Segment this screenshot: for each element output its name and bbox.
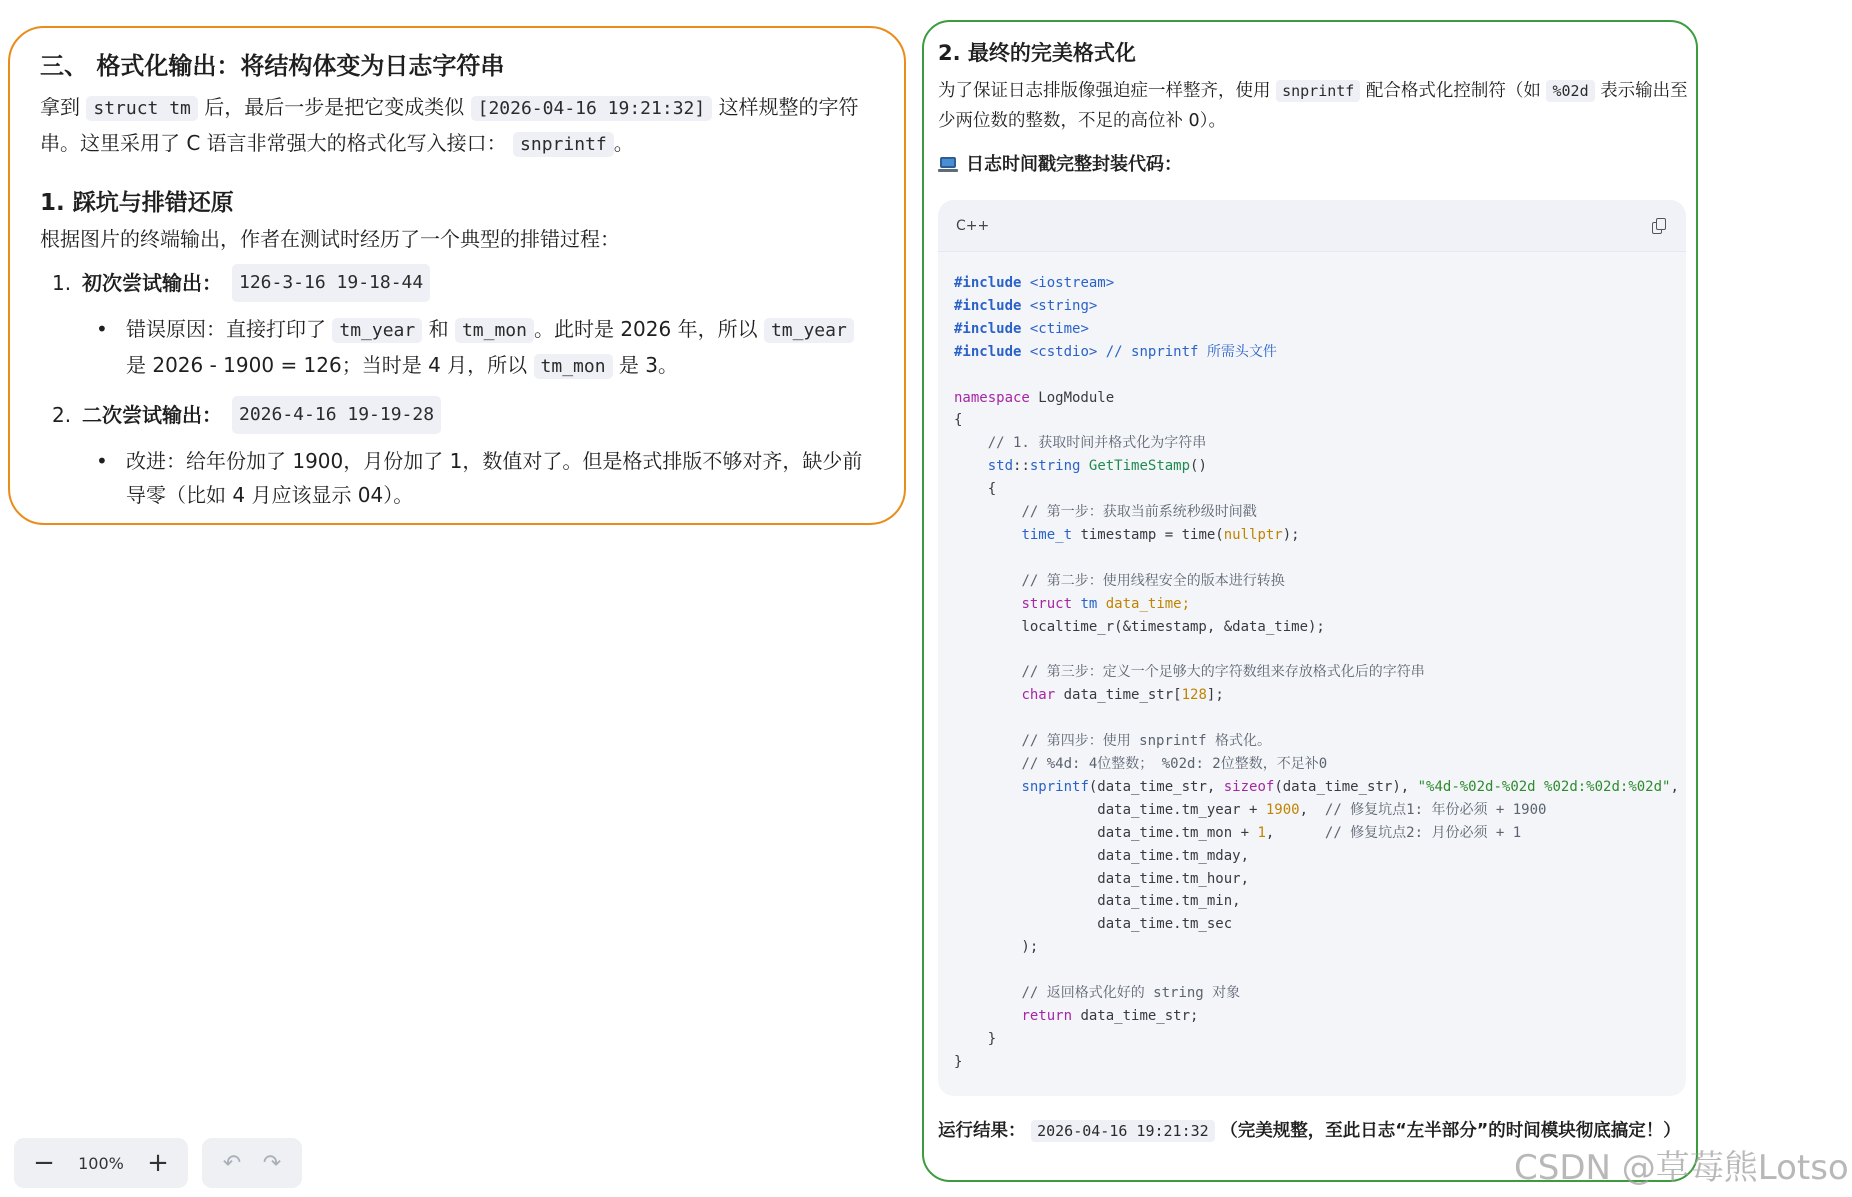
result-code: 2026-04-16 19:21:32 [1031, 1120, 1215, 1142]
steps-list [40, 264, 878, 512]
zoom-level: 100% [78, 1153, 124, 1173]
inline-code-snprintf: snprintf [1276, 80, 1360, 102]
section-heading: 2. 最终的完美格式化 [938, 41, 1136, 65]
watermark: CSDN @草莓熊Lotso [1514, 1148, 1849, 1188]
right-section-card [922, 20, 1698, 1182]
result-label: 运行结果： [938, 1121, 1026, 1141]
intro-paragraph [40, 90, 878, 162]
desc-text: 为了保证日志排版像强迫症一样整齐，使用 [938, 81, 1271, 101]
bullet-dot-icon: • [96, 317, 108, 341]
desc-text: 表示输出至少两位数的整数，不足的高位补 0）。 [938, 81, 1688, 131]
intro-text-4: 。 [613, 131, 634, 155]
bullet-item [40, 312, 878, 384]
list-item [40, 264, 878, 384]
zoom-in-button[interactable]: + [147, 1148, 169, 1178]
step-output-code: 126-3-16 19-18-44 [232, 264, 430, 302]
step-output-code: 2026-4-16 19-19-28 [232, 396, 441, 434]
code-title [938, 150, 1688, 180]
bullet-text: 是 2026 - 1900 = 126；当时是 4 月，所以 [126, 353, 528, 377]
subintro-paragraph: 根据图片的终端输出，作者在测试时经历了一个典型的排错过程： [40, 227, 620, 251]
code-content[interactable]: #include <iostream> #include <string> #include <ctime> #include <cstdio> // snprintf 所需头文件 namespace LogModule { // 1. 获取时间并格式化为字符串 std::string GetTimeStamp() { // 第一步：获取当前系统秒级时间戳 time_t timestamp = time(nullptr); // 第二步：使用线程安全的版本进行转换 struct tm data_time; localtime_r(&timestamp, &data_time); // 第三步：定义一个足够大的字符数组来存放格式化后的字符串 char data_time_str[128]; // 第四步：使用 snprintf 格式化。 // %4d: 4位整数； %02d: 2位整数，不足补0 snprintf(data_time_str, sizeof(data_time_str), "%4d-%02d-%02d %02d:%02d:%02d", data_time.tm_year + 1900, // 修复坑点1: 年份必须 + 1900 data_time.tm_mon + 1, // 修复坑点2: 月份必须 + 1 data_time.tm_mday, data_time.tm_hour, data_time.tm_min, data_time.tm_sec ); // 返回格式化好的 string 对象 return data_time_str; } } [954, 275, 1679, 1070]
intro-text-3: 这样规整的字符串。这里采用了 C 语言非常强大的格式化写入接口： [40, 95, 859, 155]
redo-icon[interactable]: ↷ [262, 1150, 282, 1176]
subheading: 1. 踩坑与排错还原 [40, 190, 234, 216]
intro-text-2: 后，最后一步是把它变成类似 [204, 95, 465, 119]
inline-code: tm_mon [455, 318, 534, 343]
step-label: 二次尝试输出： [82, 403, 222, 427]
code-block-header [938, 200, 1686, 252]
list-item [40, 396, 878, 512]
code-block [938, 200, 1686, 1096]
inline-code: tm_mon [534, 354, 613, 379]
zoom-toolbar [14, 1138, 188, 1188]
inline-code-format-spec: %02d [1546, 80, 1594, 102]
bullet-text: 改进：给年份加了 1900，月份加了 1，数值对了。但是格式排版不够对齐，缺少前导零（比如 4 月应该显示 04）。 [126, 449, 863, 507]
description-paragraph [938, 76, 1688, 136]
bullet-text: 错误原因：直接打印了 [126, 317, 326, 341]
code-title-text: 日志时间戳完整封装代码： [966, 154, 1182, 175]
inline-code-struct-tm: struct tm [86, 96, 198, 121]
section-heading: 三、 格式化输出：将结构体变为日志字符串 [40, 52, 505, 80]
history-toolbar [202, 1138, 302, 1188]
bullet-item [40, 444, 878, 512]
bullet-dot-icon: • [96, 449, 108, 473]
step-label: 初次尝试输出： [82, 271, 222, 295]
undo-icon[interactable]: ↶ [222, 1150, 242, 1176]
bullet-text: 和 [428, 317, 449, 341]
step-number: 1. [52, 271, 72, 295]
inline-code: tm_year [332, 318, 422, 343]
copy-icon[interactable] [1652, 218, 1666, 234]
inline-code: tm_year [764, 318, 854, 343]
bullet-text: 。此时是 2026 年，所以 [533, 317, 758, 341]
inline-code-snprintf: snprintf [513, 132, 614, 157]
intro-text-1: 拿到 [40, 95, 80, 119]
result-text: （完美规整，至此日志“左半部分”的时间模块彻底搞定！） [1220, 1121, 1681, 1141]
zoom-out-button[interactable]: − [33, 1148, 55, 1178]
left-section-card [8, 26, 906, 525]
bullet-text: 是 3。 [618, 353, 679, 377]
laptop-icon [938, 157, 958, 173]
inline-code-example-timestamp: [2026-04-16 19:21:32] [471, 96, 713, 121]
desc-text: 配合格式化控制符（如 [1365, 81, 1541, 101]
code-language-label: C++ [956, 217, 990, 234]
step-number: 2. [52, 403, 72, 427]
